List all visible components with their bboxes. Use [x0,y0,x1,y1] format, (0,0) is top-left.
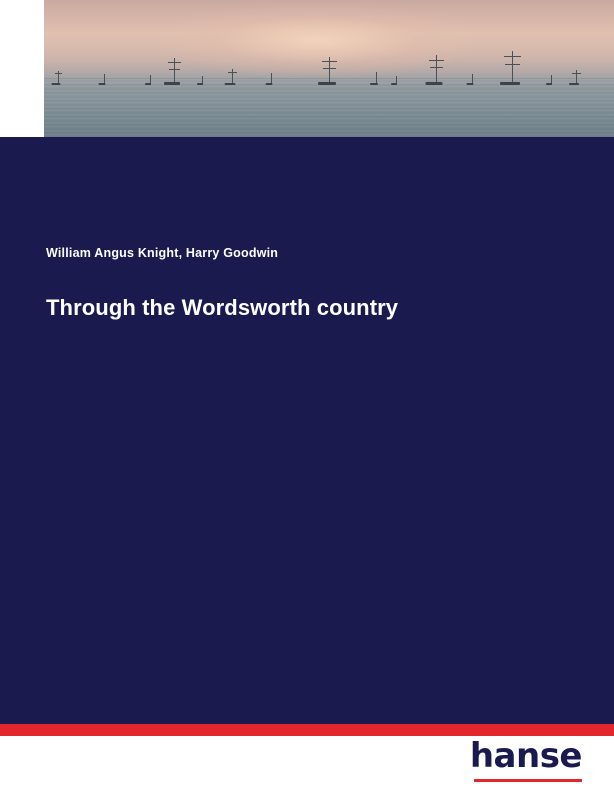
sea-shimmer [44,78,614,137]
sun-glow [161,3,475,78]
photo-gradient-sky-sea [44,0,614,137]
publisher-logo-underline [474,779,582,782]
accent-red-band [0,724,614,736]
cover-photo [44,0,614,137]
cover-body-panel [0,137,614,724]
cover-footer [0,736,614,800]
publisher-logo: hanse [469,736,582,776]
author-line: William Angus Knight, Harry Goodwin [46,246,279,260]
book-title: Through the Wordsworth country [46,295,399,320]
